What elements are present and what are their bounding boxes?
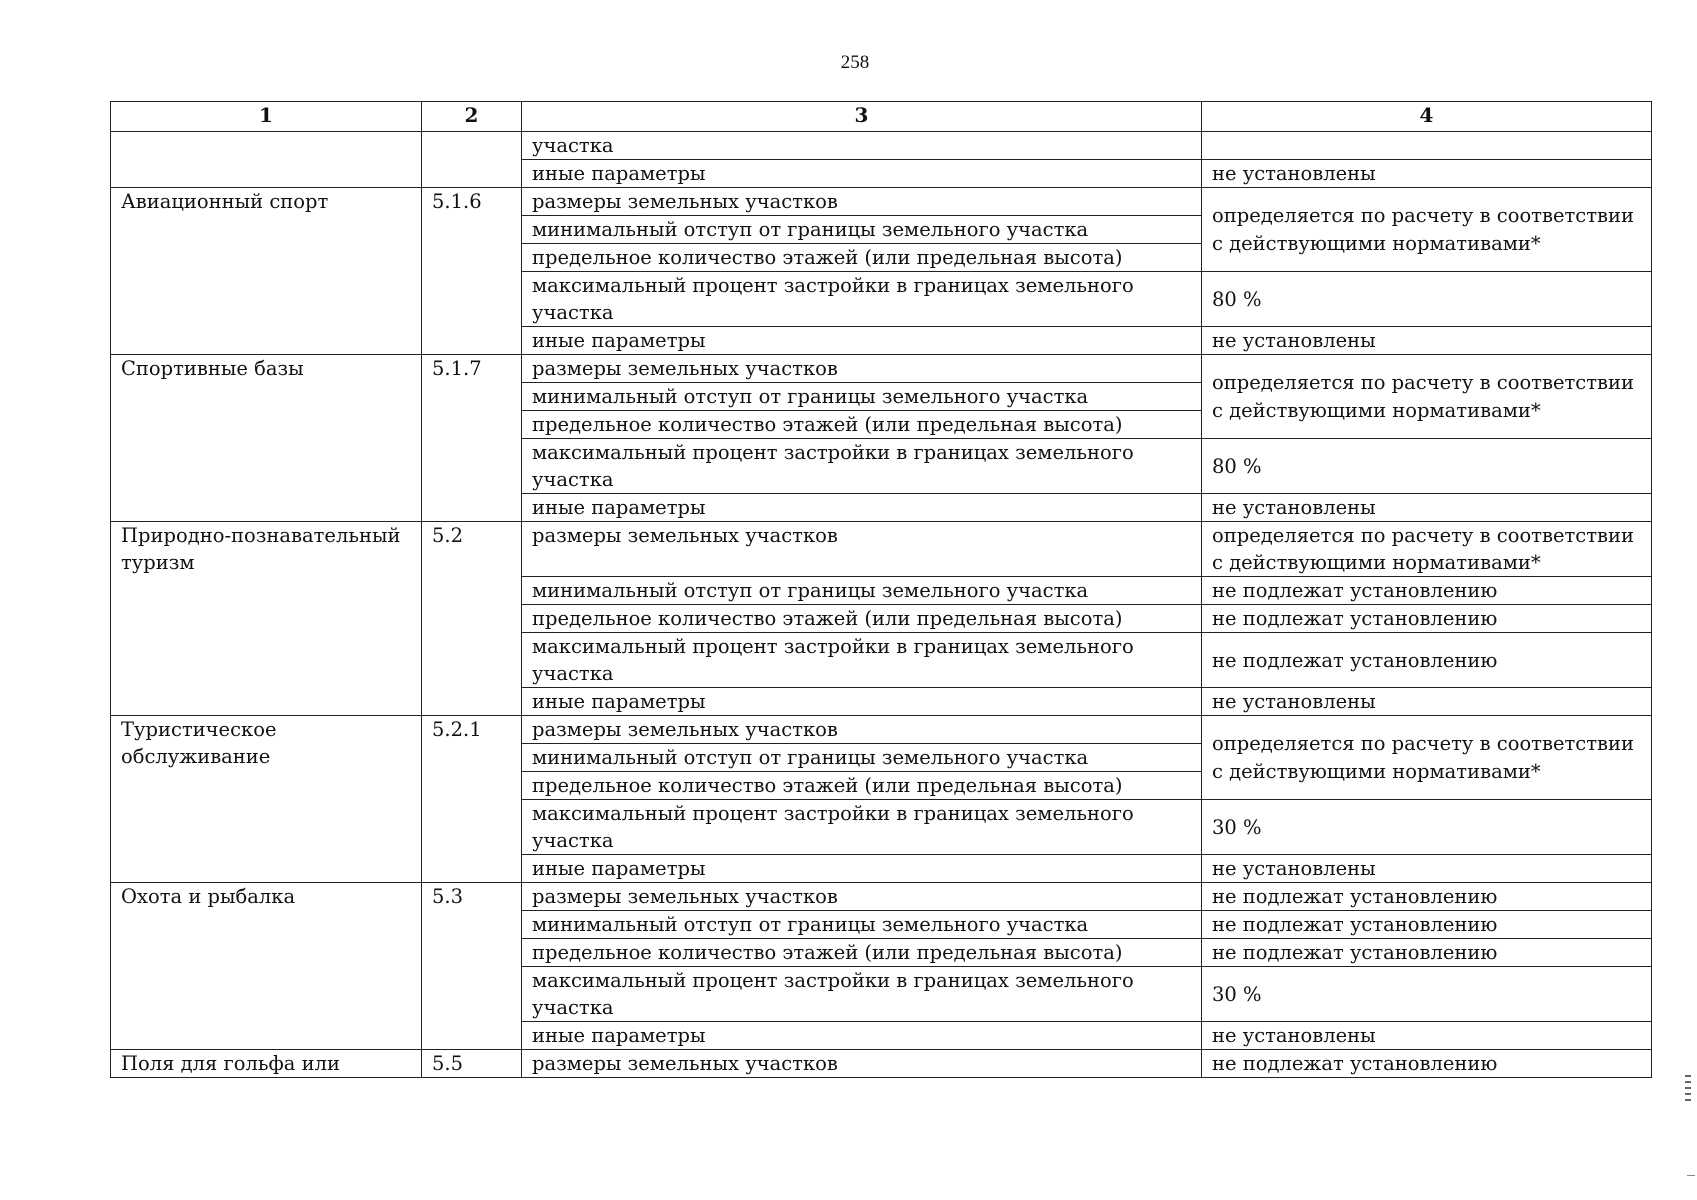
header-col-3: 3 (522, 102, 1202, 132)
use-type-code: 5.2.1 (422, 716, 522, 883)
parameter-value: 30 % (1202, 800, 1652, 855)
use-type-name (111, 132, 422, 188)
table-row (111, 132, 1652, 160)
parameter-name: размеры земельных участков (522, 188, 1202, 216)
parameter-name: минимальный отступ от границы земельного участка (522, 383, 1202, 411)
table-row (111, 188, 1652, 216)
parameter-name: размеры земельных участков (522, 522, 1202, 577)
parameter-name: предельное количество этажей (или предельная высота) (522, 411, 1202, 439)
parameter-value: определяется по расчету в соответствии с действующими нормативами* (1202, 522, 1652, 577)
parameter-value: не установлены (1202, 1022, 1652, 1050)
parameter-value: не подлежат установлению (1202, 633, 1652, 688)
use-type-name: Охота и рыбалка (111, 883, 422, 1050)
parameter-value: 80 % (1202, 439, 1652, 494)
page-number: 258 (840, 52, 870, 73)
parameter-value: не подлежат установлению (1202, 1050, 1652, 1078)
regulations-table (110, 101, 1652, 1078)
parameter-name: размеры земельных участков (522, 883, 1202, 911)
parameter-value: не установлены (1202, 494, 1652, 522)
parameter-name: предельное количество этажей (или предельная высота) (522, 939, 1202, 967)
parameter-name: максимальный процент застройки в границах земельного участка (522, 272, 1202, 327)
use-type-name: Туристическое обслуживание (111, 716, 422, 883)
parameter-name: минимальный отступ от границы земельного участка (522, 577, 1202, 605)
parameter-value: определяется по расчету в соответствии с действующими нормативами* (1202, 716, 1652, 800)
parameter-value: 80 % (1202, 272, 1652, 327)
parameter-value: определяется по расчету в соответствии с действующими нормативами* (1202, 355, 1652, 439)
use-type-name: Авиационный спорт (111, 188, 422, 355)
parameter-value: 30 % (1202, 967, 1652, 1022)
parameter-value: не подлежат установлению (1202, 911, 1652, 939)
parameter-name: минимальный отступ от границы земельного участка (522, 744, 1202, 772)
parameter-value: определяется по расчету в соответствии с действующими нормативами* (1202, 188, 1652, 272)
table-body (111, 132, 1652, 1078)
parameter-name: максимальный процент застройки в границах земельного участка (522, 439, 1202, 494)
scan-margin-mark (1685, 1075, 1691, 1105)
table-row (111, 522, 1652, 577)
parameter-value (1202, 132, 1652, 160)
use-type-name: Поля для гольфа или (111, 1050, 422, 1078)
table-row (111, 716, 1652, 744)
parameter-name: иные параметры (522, 160, 1202, 188)
use-type-code: 5.2 (422, 522, 522, 716)
header-col-2: 2 (422, 102, 522, 132)
parameter-name: максимальный процент застройки в границах земельного участка (522, 967, 1202, 1022)
parameter-value: не установлены (1202, 160, 1652, 188)
parameter-name: иные параметры (522, 494, 1202, 522)
table-header (111, 102, 1652, 132)
table-row (111, 355, 1652, 383)
scan-margin-tick (1687, 1175, 1695, 1176)
parameter-name: участка (522, 132, 1202, 160)
use-type-code: 5.5 (422, 1050, 522, 1078)
parameter-value: не установлены (1202, 688, 1652, 716)
parameter-name: иные параметры (522, 327, 1202, 355)
use-type-code: 5.3 (422, 883, 522, 1050)
parameter-name: предельное количество этажей (или предельная высота) (522, 772, 1202, 800)
parameter-name: размеры земельных участков (522, 716, 1202, 744)
table-row (111, 1050, 1652, 1078)
header-col-4: 4 (1202, 102, 1652, 132)
parameter-name: максимальный процент застройки в границах земельного участка (522, 800, 1202, 855)
parameter-name: иные параметры (522, 688, 1202, 716)
parameter-name: иные параметры (522, 855, 1202, 883)
parameter-value: не установлены (1202, 327, 1652, 355)
parameter-name: предельное количество этажей (или предельная высота) (522, 244, 1202, 272)
parameter-value: не подлежат установлению (1202, 939, 1652, 967)
use-type-code: 5.1.7 (422, 355, 522, 522)
parameter-name: иные параметры (522, 1022, 1202, 1050)
parameter-name: предельное количество этажей (или предельная высота) (522, 605, 1202, 633)
table-row (111, 883, 1652, 911)
parameter-name: минимальный отступ от границы земельного участка (522, 216, 1202, 244)
header-col-1: 1 (111, 102, 422, 132)
parameter-value: не установлены (1202, 855, 1652, 883)
parameter-name: минимальный отступ от границы земельного участка (522, 911, 1202, 939)
parameter-name: максимальный процент застройки в границах земельного участка (522, 633, 1202, 688)
use-type-code (422, 132, 522, 188)
use-type-code: 5.1.6 (422, 188, 522, 355)
use-type-name: Спортивные базы (111, 355, 422, 522)
parameter-value: не подлежат установлению (1202, 605, 1652, 633)
use-type-name: Природно-познавательный туризм (111, 522, 422, 716)
parameter-value: не подлежат установлению (1202, 883, 1652, 911)
header-row (111, 102, 1652, 132)
parameter-name: размеры земельных участков (522, 1050, 1202, 1078)
parameter-value: не подлежат установлению (1202, 577, 1652, 605)
parameter-name: размеры земельных участков (522, 355, 1202, 383)
